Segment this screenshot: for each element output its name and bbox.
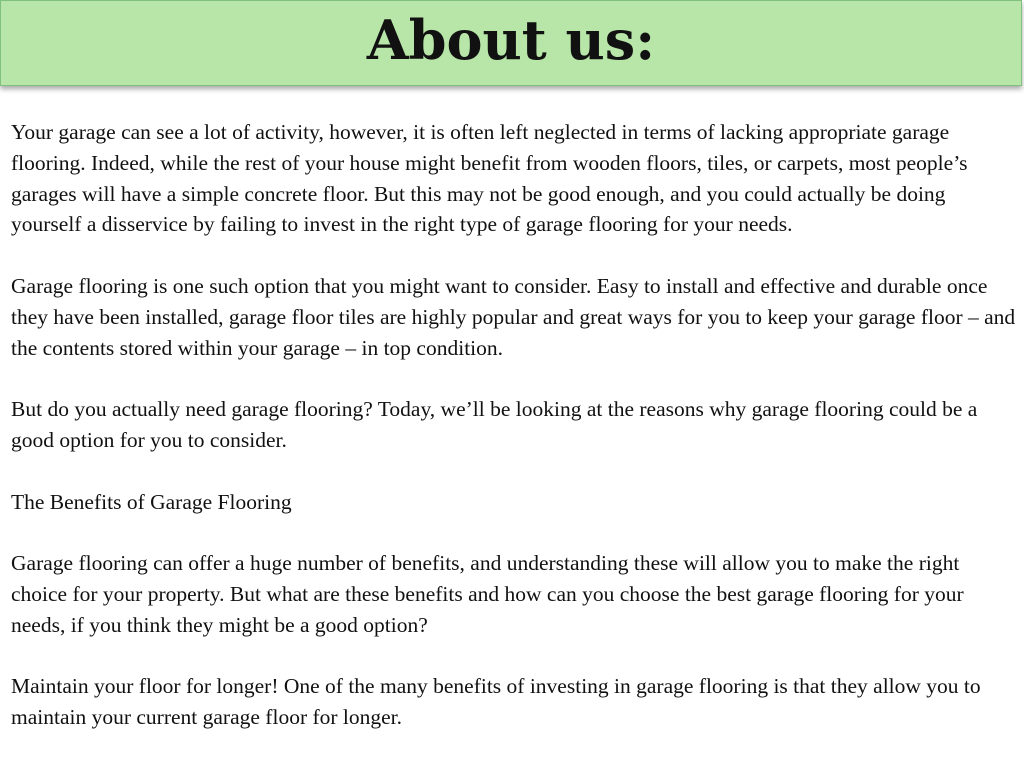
section-heading-benefits: The Benefits of Garage Flooring (11, 489, 292, 514)
paragraph-intro: Your garage can see a lot of activity, however, it is often left neglected in terms of lacking appropriate garage flooring. Indeed, while the rest of your house might benefit from wooden floors, tiles, or carpets, most people’s garages will have a simple concrete floor. But this may not be good enough, and you could actually be doing yourself a disservice by failing to invest in the right type of garage flooring for your needs. (11, 120, 968, 237)
paragraph-benefits: Garage flooring can offer a huge number of benefits, and understanding these will allow you to make the right choice for your property. But what are these benefits and how can you choose the best garage flooring for your needs, if you think they might be a good option? (11, 551, 964, 637)
body-text (11, 117, 1016, 733)
paragraph-floor-tiles: Garage flooring is one such option that you might want to consider. Easy to install and effective and durable once they have been installed, garage floor tiles are highly popular and great ways for you to keep your garage floor – and the contents stored within your garage – in top condition. (11, 273, 1016, 360)
paragraph-need-question: But do you actually need garage flooring? Today, we’ll be looking at the reasons why garage flooring could be a good option for you to consider. (11, 397, 978, 452)
title-banner (0, 0, 1022, 86)
paragraph-maintain-floor: Maintain your floor for longer! One of the many benefits of investing in garage flooring is that they allow you to maintain your current garage floor for longer. (11, 674, 981, 730)
slide-title: About us: (366, 8, 656, 72)
